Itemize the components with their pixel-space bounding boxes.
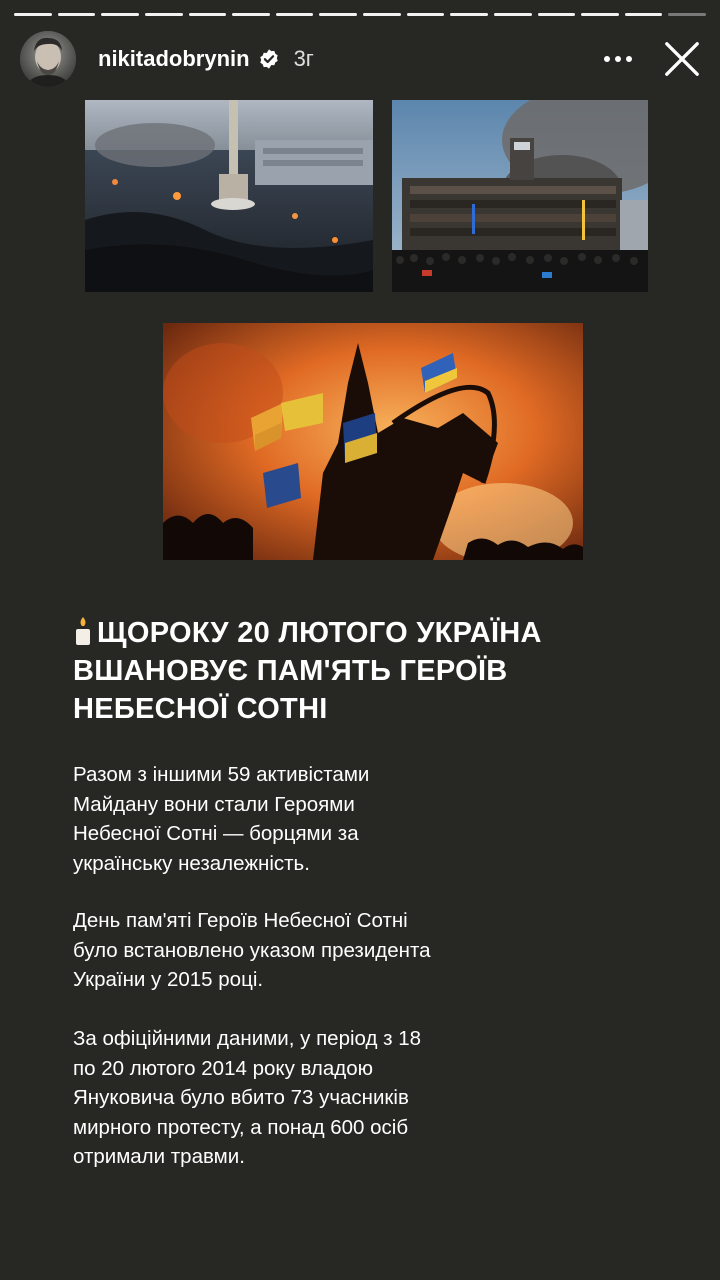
progress-segment xyxy=(58,13,96,16)
progress-segment xyxy=(625,13,663,16)
progress-segment xyxy=(363,13,401,16)
photo-maidan-fire-monument xyxy=(163,323,583,560)
progress-segment xyxy=(581,13,619,16)
progress-segment-fill xyxy=(407,13,445,16)
paragraph-line: За офіційними даними, у період з 18 xyxy=(73,1027,422,1050)
progress-segment xyxy=(276,13,314,16)
headline-line-3: НЕБЕСНОЇ СОТНІ xyxy=(73,693,328,725)
progress-segment xyxy=(538,13,576,16)
progress-segment-fill xyxy=(450,13,488,16)
paragraph-line: Небесної Сотні — борцями за xyxy=(73,822,359,845)
progress-segment xyxy=(407,13,445,16)
headline-line-1: ЩОРОКУ 20 ЛЮТОГО УКРАЇНА xyxy=(97,617,542,649)
progress-segment-fill xyxy=(276,13,314,16)
progress-segment-fill xyxy=(538,13,576,16)
headline-line-2: ВШАНОВУЄ ПАМ'ЯТЬ ГЕРОЇВ xyxy=(73,655,508,687)
story-progress-bar xyxy=(14,13,706,17)
paragraph-line: мирного протесту, а понад 600 осіб xyxy=(73,1115,409,1139)
more-horizontal-icon[interactable] xyxy=(598,39,638,79)
username[interactable]: nikitadobrynin xyxy=(98,46,250,71)
paragraph-line: Разом з іншими 59 активістами xyxy=(73,763,370,786)
paragraph-line: України у 2015 році. xyxy=(73,968,264,991)
paragraph-line: по 20 лютого 2014 року владою xyxy=(73,1056,374,1080)
post-time: 3г xyxy=(293,46,314,71)
progress-segment xyxy=(319,13,357,16)
story-header xyxy=(20,30,704,88)
progress-segment-fill xyxy=(14,13,52,16)
paragraph-line: отримали травми. xyxy=(73,1145,245,1168)
progress-segment xyxy=(101,13,139,16)
progress-segment-fill xyxy=(101,13,139,16)
paragraph-line: Майдану вони стали Героями xyxy=(73,792,355,816)
user-avatar[interactable] xyxy=(20,31,76,87)
progress-segment-fill xyxy=(145,13,183,16)
progress-segment-fill xyxy=(363,13,401,16)
progress-segment-fill xyxy=(581,13,619,16)
progress-segment-fill xyxy=(319,13,357,16)
verified-badge-icon xyxy=(258,48,280,70)
progress-segment-fill xyxy=(189,13,227,16)
progress-segment-fill xyxy=(494,13,532,16)
paragraph-memorial-day xyxy=(73,906,553,995)
paragraph-line: Януковича було вбито 73 учасників xyxy=(73,1086,409,1109)
progress-segment-fill xyxy=(625,13,663,16)
progress-segment xyxy=(232,13,270,16)
post-headline xyxy=(73,614,673,728)
progress-segment xyxy=(14,13,52,16)
progress-segment xyxy=(145,13,183,16)
progress-segment-fill xyxy=(58,13,96,16)
photo-trade-union-building xyxy=(392,100,648,292)
close-icon[interactable] xyxy=(660,37,704,81)
paragraph-line: День пам'яті Героїв Небесної Сотні xyxy=(73,909,408,932)
paragraph-heroes xyxy=(73,760,553,878)
progress-segment xyxy=(494,13,532,16)
photo-independence-square xyxy=(85,100,373,292)
paragraph-line: українську незалежність. xyxy=(73,851,310,875)
paragraph-official-data xyxy=(73,1024,553,1172)
progress-segment xyxy=(668,13,706,16)
paragraph-line: було встановлено указом президента xyxy=(73,938,431,962)
progress-segment xyxy=(450,13,488,16)
progress-segment-fill xyxy=(232,13,270,16)
progress-segment xyxy=(189,13,227,16)
candle-icon xyxy=(73,616,93,646)
